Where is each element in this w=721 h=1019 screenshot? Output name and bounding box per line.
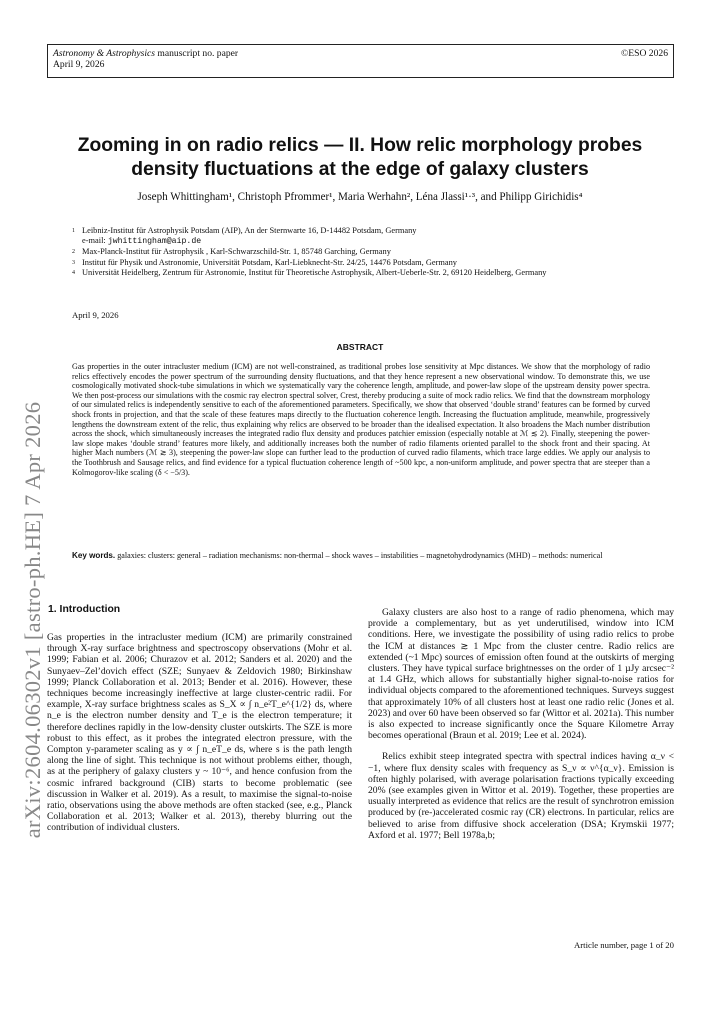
header-date: April 9, 2026 xyxy=(53,59,105,70)
keywords-list: galaxies: clusters: general – radiation mechanisms: non-thermal – shock waves – instabilities – magnetohydrodynamics (MHD) – methods: numerical xyxy=(115,551,603,560)
affiliations xyxy=(72,226,672,278)
affiliation-email: e-mail: jwhittingham@aip.de xyxy=(82,236,202,247)
paper-date: April 9, 2026 xyxy=(72,310,119,320)
affiliation: 1 Leibniz-Institut für Astrophysik Potsdam (AIP), An der Sternwarte 16, D-14482 Potsdam, Germany xyxy=(72,226,417,235)
abstract-text: Gas properties in the outer intracluster medium (ICM) are not well-constrained, as traditional probes lose sensitivity at Mpc distances. We show that the morphology of radio relics effectively encodes the power spectrum of the surrounding density fluctuations, and that they hence represent a new observational window. To demonstrate this, we use cosmologically motivated shock-tube simulations in which we systematically vary the coherence length, amplitude, and power-law slope of the upstream density power spectra. We then post-process our simulations with the cosmic ray electron spectral solver, Crest, thereby producing a suite of mock radio relics. We find that the downstream morphology of our simulated relics is independently sensitive to each of the aforementioned parameters. Specifically, we show that observed ‘double strand’ features can be formed by curved shock fronts in projection, and that the scale of these features maps directly to the fluctuation coherence length. Increasing the fluctuation amplitude, meanwhile, progressively lengthens the downstream extent of the relic, thus explaining why relics are observed to be broader than the idealised expectation. It also broadens the Mach number distribution across the shock, which simultaneously increases the integrated radio flux density and produces patchier emission (especially notable at ℳ ≲ 2). Finally, steepening the power-law slope makes ‘double strand’ features more likely, and additionally increases both the number of radio filaments oriented parallel to the shock front and their spacing. At higher Mach numbers (ℳ ≳ 3), steepening the power-law slope can further lead to the production of curved radio filaments, which trace large eddies. We apply our analysis to the Toothbrush and Sausage relics, and find evidence for a typical fluctuation coherence length of ~500 kpc, a non-uniform amplitude, and power spectra that are steeper than a Kolmogorov-like scaling (δ < −5/3). xyxy=(72,362,650,477)
email-link[interactable]: jwhittingham@aip.de xyxy=(107,237,202,247)
arxiv-id: arXiv:2604.06302v1 [astro-ph.HE] 7 Apr 2026 xyxy=(20,401,45,839)
arxiv-sidebar xyxy=(6,270,60,970)
header-manuscript: Astronomy & Astrophysics manuscript no. paper April 9, 2026 xyxy=(53,48,239,70)
header-copyright: ©ESO 2026 xyxy=(621,48,668,59)
author-list: Joseph Whittingham¹, Christoph Pfrommer¹, Maria Werhahn², Léna Jlassi¹·³, and Philipp Girichidis⁴ xyxy=(137,191,583,203)
paper-title: Zooming in on radio relics — II. How relic morphology probes density fluctuations at the edge of galaxy clusters xyxy=(77,135,643,180)
left-column xyxy=(47,632,352,834)
abstract-heading: ABSTRACT xyxy=(336,342,384,352)
keywords xyxy=(72,551,650,561)
intro-paragraph: Gas properties in the intracluster medium (ICM) are primarily constrained through X-ray surface brightness and spectroscopy observations (Mohr et al. 1999; Fabian et al. 2006; Churazov et al. 2012; Sanders et al. 2020) and the Sunyaev–Zel’dovich effect (SZE; Sunyaev & Zeldovich 1980; Birkinshaw 1999; Planck Collaboration et al. 2013; Bender et al. 2016). However, these techniques become increasingly ineffective at large cluster-centric radii. For example, X-ray surface brightness scales as S_X ∝ ∫ n_e²T_e^{1/2} ds, where n_e is the electron number density and T_e is the electron temperature; it therefore declines rapidly in the low-density cluster outskirts. The SZE is more robust to this effect, as it probes the integrated electron pressure, with the Compton y-parameter scaling as y ∝ ∫ n_eT_e ds, where s is the path length along the line of sight. This technique is not without problems either, though, as at the periphery of galaxy clusters y ~ 10⁻⁶, and hence confusion from the cosmic infrared background (CIB) starts to become problematic (see discussion in Walker et al. 2019). As a result, to maximise the signal-to-noise ratio, observations using the above methods are often stacked (see, e.g., Planck Collaboration et al. 2013; Walker et al. 2013), thereby blurring out the contribution of individual clusters. xyxy=(47,632,352,834)
keywords-label: Key words. xyxy=(72,551,116,560)
affiliation: 2 Max-Planck-Institut für Astrophysik , Karl-Schwarzschild-Str. 1, 85748 Garching, Germany xyxy=(72,247,391,257)
page-footer: Article number, page 1 of 20 xyxy=(573,940,674,950)
affiliation: 4 Universität Heidelberg, Zentrum für Astronomie, Institut für Theoretische Astrophysik, Albert-Ueberle-Str. 2, 69120 Heidelberg, Germany xyxy=(72,267,547,277)
intro-paragraph: Relics exhibit steep integrated spectra with spectral indices having α_ν < −1, where flux density scales with frequency as S_ν ∝ ν^{α_ν}. Emission is often highly polarised, with average polarisation fractions typically exceeding 20% (see examples given in Wittor et al. 2019). Together, these properties are usually interpreted as evidence that relics are the result of synchrotron emission produced by (re-)accelerated cosmic ray (CR) electrons. In particular, relics are believed to arise from diffusive shock acceleration (DSA; Krymskii 1977; Axford et al. 1977; Bell 1978a,b; xyxy=(368,751,674,841)
section-heading: 1. Introduction xyxy=(48,604,121,615)
affiliation: 3 Institut für Physik und Astronomie, Universität Potsdam, Karl-Liebknecht-Str. 24/25, 14476 Potsdam, Germany xyxy=(72,257,457,267)
page-header xyxy=(47,44,674,78)
right-column xyxy=(368,607,674,841)
intro-paragraph: Galaxy clusters are also host to a range of radio phenomena, which may provide a complementary, but as yet underutilised, window into ICM conditions. Here, we investigate the possibility of using radio relics to probe the ICM at distances ≳ 1 Mpc from the cluster centre. Radio relics are extended (~1 Mpc) sources of emission often found at the outskirts of merging clusters. They have typical surface brightnesses on the order of 1 µJy arcsec⁻² at 1.4 GHz, which allows for substantially higher signal-to-noise ratios for individual objects compared to the aforementioned techniques. Surveys suggest that approximately 10% of all clusters host at least one radio relic (Jones et al. 2023) and over 60 have been observed so far (Wittor et al. 2021a). This number is also expected to increase significantly once the Square Kilometre Array becomes operational (Braun et al. 2019; Lee et al. 2024). xyxy=(368,607,674,742)
